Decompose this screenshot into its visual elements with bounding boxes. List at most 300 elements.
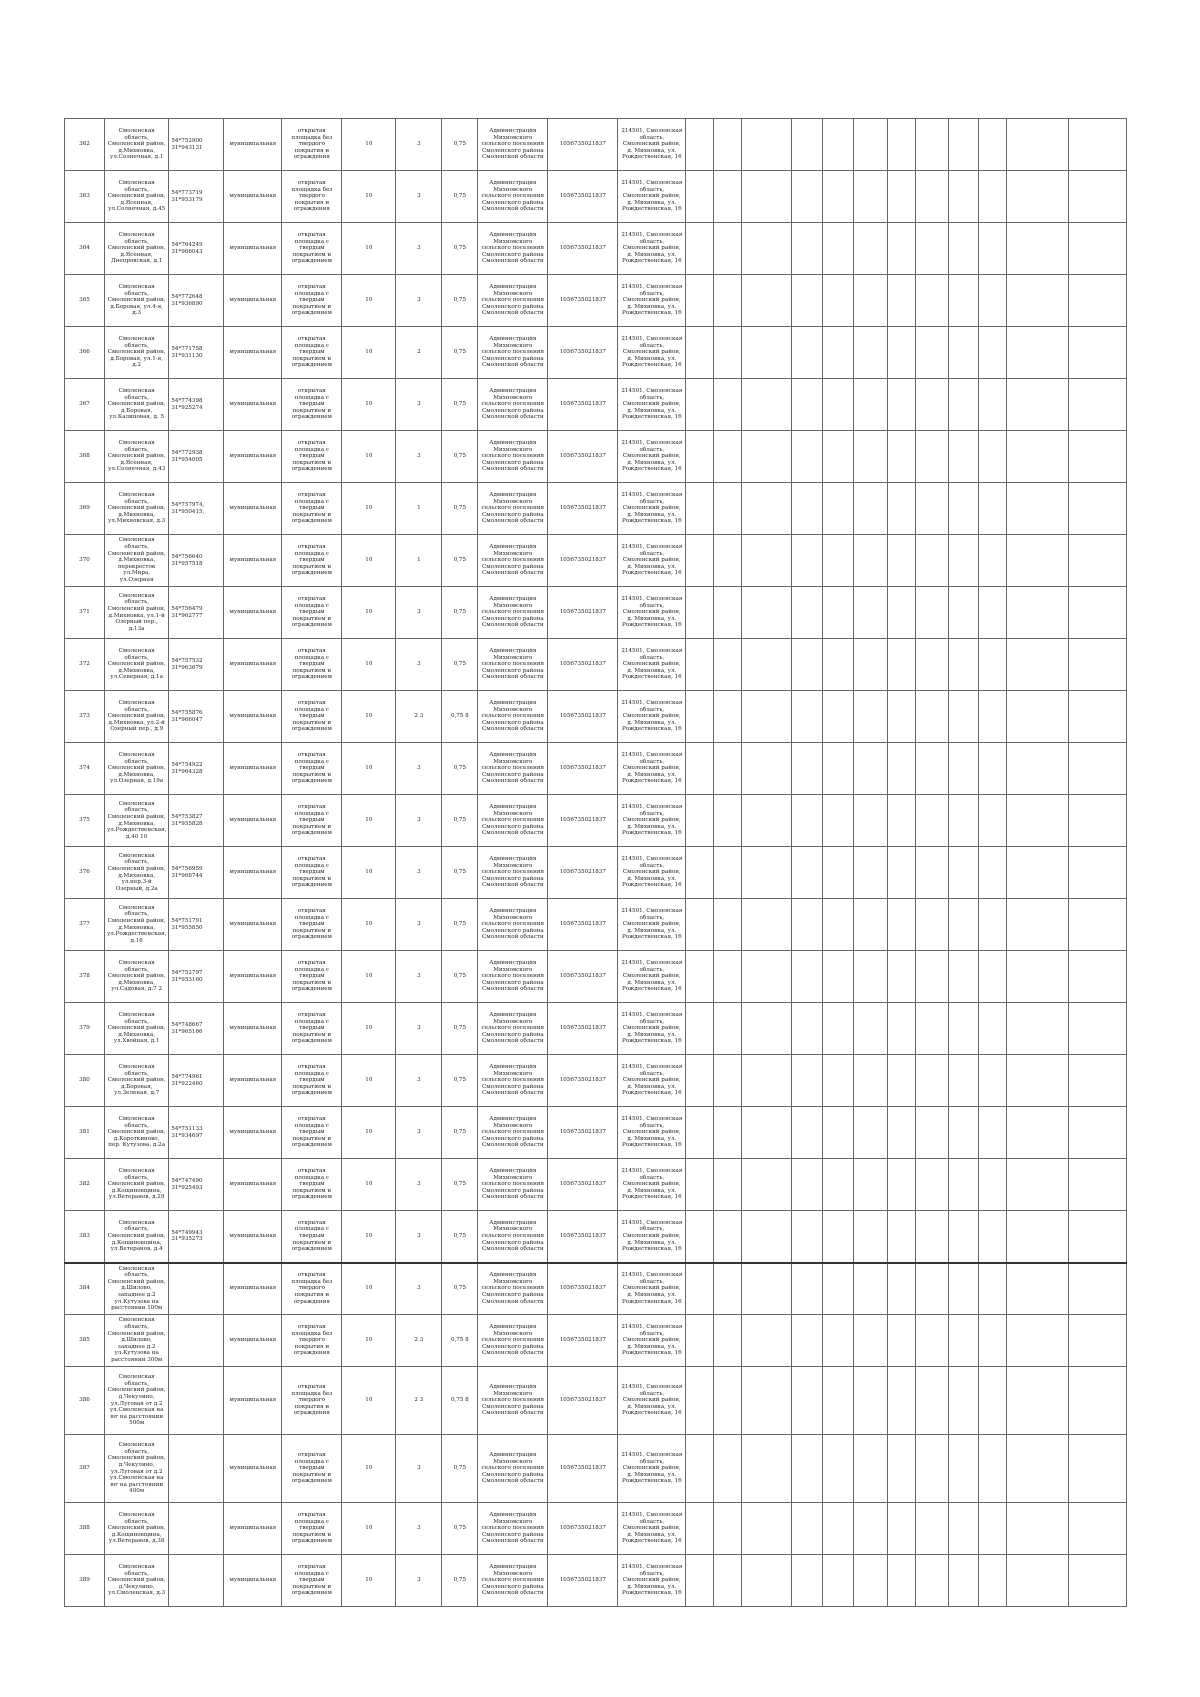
container-count-cell: 3: [396, 1263, 442, 1315]
ownership-cell: муниципальная: [224, 951, 282, 1003]
table-row: [65, 1435, 1127, 1503]
site-type-cell: открытая площадка с твердым покрытием и ограждением: [282, 379, 342, 431]
empty-cell: [1069, 587, 1127, 639]
area-cell: 10: [342, 1503, 396, 1555]
site-type-cell: открытая площадка без твердого покрытия и ограждения: [282, 1367, 342, 1435]
empty-cell: [714, 743, 742, 795]
ogrn-cell: 1056735021837: [548, 1159, 618, 1211]
empty-cell: [1007, 1107, 1069, 1159]
row-number-cell: 376: [65, 847, 105, 899]
coordinates-cell: 54*755876 31*966047: [169, 691, 224, 743]
address-cell: Смоленская область, Смоленский район, д.Ясенная, ул.Солнечная, д.43: [105, 431, 169, 483]
owner-organization-cell: Администрация Михновского сельского поселения Смоленского района Смоленской области: [478, 1003, 548, 1055]
empty-cell: [686, 431, 714, 483]
empty-cell: [888, 1315, 916, 1367]
table-row: [65, 1107, 1127, 1159]
coordinates-cell: 54*751133 31*934697: [169, 1107, 224, 1159]
ownership-cell: муниципальная: [224, 119, 282, 171]
site-type-cell: открытая площадка с твердым покрытием и ограждением: [282, 275, 342, 327]
empty-cell: [792, 1435, 823, 1503]
table-row: [65, 1159, 1127, 1211]
table-row: [65, 1367, 1127, 1435]
area-cell: 10: [342, 379, 396, 431]
container-volume-cell: 0,75: [442, 327, 478, 379]
empty-cell: [949, 639, 979, 691]
coordinates-cell: [169, 1435, 224, 1503]
empty-cell: [714, 1211, 742, 1263]
organization-address-cell: 214501, Смоленская область, Смоленский район, д. Михновка, ул. Рождественская, 16: [618, 847, 686, 899]
empty-cell: [1069, 1055, 1127, 1107]
ogrn-cell: 1056735021837: [548, 743, 618, 795]
empty-cell: [916, 535, 949, 587]
empty-cell: [949, 275, 979, 327]
site-type-cell: открытая площадка с твердым покрытием и ограждением: [282, 899, 342, 951]
site-type-cell: открытая площадка с твердым покрытием и ограждением: [282, 847, 342, 899]
ownership-cell: муниципальная: [224, 1435, 282, 1503]
ownership-cell: муниципальная: [224, 223, 282, 275]
empty-cell: [792, 1159, 823, 1211]
ownership-cell: муниципальная: [224, 899, 282, 951]
container-volume-cell: 0,75 8: [442, 691, 478, 743]
empty-cell: [742, 1503, 792, 1555]
empty-cell: [916, 1159, 949, 1211]
empty-cell: [792, 1211, 823, 1263]
empty-cell: [1069, 1367, 1127, 1435]
area-cell: 10: [342, 951, 396, 1003]
row-number-cell: 378: [65, 951, 105, 1003]
empty-cell: [686, 1159, 714, 1211]
address-cell: Смоленская область, Смоленский район, д.Михновка, ул.Хвойная, д.1: [105, 1003, 169, 1055]
empty-cell: [1069, 951, 1127, 1003]
address-cell: Смоленская область, Смоленский район, д.Чекулино, ул.Луговая от д.2 ул.Смоленская на юг на расстоянии 400м: [105, 1435, 169, 1503]
container-count-cell: 2: [396, 327, 442, 379]
empty-cell: [742, 795, 792, 847]
table-row: [65, 431, 1127, 483]
area-cell: 10: [342, 327, 396, 379]
empty-cell: [792, 639, 823, 691]
empty-cell: [823, 119, 854, 171]
empty-cell: [686, 1367, 714, 1435]
empty-cell: [888, 535, 916, 587]
container-count-cell: 2 3: [396, 1315, 442, 1367]
owner-organization-cell: Администрация Михновского сельского поселения Смоленского района Смоленской области: [478, 1263, 548, 1315]
empty-cell: [888, 1003, 916, 1055]
empty-cell: [949, 1367, 979, 1435]
container-volume-cell: 0,75: [442, 795, 478, 847]
ogrn-cell: 1056735021837: [548, 171, 618, 223]
empty-cell: [854, 1435, 888, 1503]
container-volume-cell: 0,75: [442, 639, 478, 691]
ogrn-cell: 1056735021837: [548, 1107, 618, 1159]
empty-cell: [916, 327, 949, 379]
container-count-cell: 3: [396, 1003, 442, 1055]
coordinates-cell: [169, 1315, 224, 1367]
empty-cell: [742, 1107, 792, 1159]
container-count-cell: 3: [396, 431, 442, 483]
empty-cell: [916, 1263, 949, 1315]
area-cell: 10: [342, 1435, 396, 1503]
empty-cell: [686, 119, 714, 171]
empty-cell: [854, 1503, 888, 1555]
empty-cell: [792, 1367, 823, 1435]
table-row: [65, 1555, 1127, 1607]
empty-cell: [742, 327, 792, 379]
container-volume-cell: 0,75: [442, 1159, 478, 1211]
owner-organization-cell: Администрация Михновского сельского поселения Смоленского района Смоленской области: [478, 1107, 548, 1159]
ogrn-cell: 1056735021837: [548, 535, 618, 587]
container-volume-cell: 0,75: [442, 1555, 478, 1607]
container-count-cell: 3: [396, 171, 442, 223]
ogrn-cell: 1056735021837: [548, 899, 618, 951]
row-number-cell: 365: [65, 275, 105, 327]
ownership-cell: муниципальная: [224, 483, 282, 535]
ogrn-cell: 1056735021837: [548, 327, 618, 379]
empty-cell: [1007, 951, 1069, 1003]
empty-cell: [1069, 1003, 1127, 1055]
site-type-cell: открытая площадка с твердым покрытием и ограждением: [282, 483, 342, 535]
container-volume-cell: 0,75 8: [442, 1367, 478, 1435]
container-count-cell: 3: [396, 743, 442, 795]
empty-cell: [742, 1055, 792, 1107]
empty-cell: [823, 795, 854, 847]
area-cell: 10: [342, 1159, 396, 1211]
owner-organization-cell: Администрация Михновского сельского поселения Смоленского района Смоленской области: [478, 899, 548, 951]
empty-cell: [823, 275, 854, 327]
empty-cell: [742, 275, 792, 327]
organization-address-cell: 214501, Смоленская область, Смоленский район, д. Михновка, ул. Рождественская, 16: [618, 223, 686, 275]
address-cell: Смоленская область, Смоленский район, д.Михновка, ул.Садовая, д.7 2: [105, 951, 169, 1003]
row-number-cell: 382: [65, 1159, 105, 1211]
empty-cell: [714, 795, 742, 847]
empty-cell: [686, 1263, 714, 1315]
address-cell: Смоленская область, Смоленский район, д.Ясенная, ул.Солнечная, д.45: [105, 171, 169, 223]
container-volume-cell: 0,75: [442, 1107, 478, 1159]
empty-cell: [1007, 1003, 1069, 1055]
ownership-cell: муниципальная: [224, 587, 282, 639]
empty-cell: [916, 1315, 949, 1367]
empty-cell: [792, 587, 823, 639]
organization-address-cell: 214501, Смоленская область, Смоленский район, д. Михновка, ул. Рождественская, 16: [618, 691, 686, 743]
empty-cell: [854, 1055, 888, 1107]
empty-cell: [742, 1003, 792, 1055]
row-number-cell: 363: [65, 171, 105, 223]
container-count-cell: 3: [396, 1503, 442, 1555]
container-volume-cell: 0,75: [442, 171, 478, 223]
organization-address-cell: 214501, Смоленская область, Смоленский район, д. Михновка, ул. Рождественская, 16: [618, 1315, 686, 1367]
area-cell: 10: [342, 431, 396, 483]
site-type-cell: открытая площадка с твердым покрытием и ограждением: [282, 1003, 342, 1055]
empty-cell: [916, 275, 949, 327]
container-volume-cell: 0,75: [442, 119, 478, 171]
empty-cell: [854, 951, 888, 1003]
empty-cell: [714, 951, 742, 1003]
row-number-cell: 368: [65, 431, 105, 483]
empty-cell: [949, 1159, 979, 1211]
owner-organization-cell: Администрация Михновского сельского поселения Смоленского района Смоленской области: [478, 691, 548, 743]
ownership-cell: муниципальная: [224, 1159, 282, 1211]
empty-cell: [916, 1055, 949, 1107]
empty-cell: [1007, 743, 1069, 795]
empty-cell: [686, 1503, 714, 1555]
area-cell: 10: [342, 171, 396, 223]
row-number-cell: 383: [65, 1211, 105, 1263]
empty-cell: [792, 223, 823, 275]
empty-cell: [1069, 431, 1127, 483]
empty-cell: [742, 223, 792, 275]
empty-cell: [714, 379, 742, 431]
ownership-cell: муниципальная: [224, 171, 282, 223]
empty-cell: [979, 1367, 1007, 1435]
empty-cell: [888, 327, 916, 379]
empty-cell: [1069, 1211, 1127, 1263]
ownership-cell: муниципальная: [224, 1503, 282, 1555]
ownership-cell: муниципальная: [224, 1003, 282, 1055]
empty-cell: [979, 223, 1007, 275]
empty-cell: [949, 951, 979, 1003]
empty-cell: [714, 535, 742, 587]
owner-organization-cell: Администрация Михновского сельского поселения Смоленского района Смоленской области: [478, 171, 548, 223]
area-cell: 10: [342, 1211, 396, 1263]
address-cell: Смоленская область, Смоленский район, д.Михновка, ул.Северная, д.1а: [105, 639, 169, 691]
empty-cell: [686, 1107, 714, 1159]
table-row: [65, 379, 1127, 431]
owner-organization-cell: Администрация Михновского сельского поселения Смоленского района Смоленской области: [478, 951, 548, 1003]
empty-cell: [1069, 639, 1127, 691]
empty-cell: [949, 1055, 979, 1107]
empty-cell: [823, 379, 854, 431]
empty-cell: [949, 379, 979, 431]
owner-organization-cell: Администрация Михновского сельского поселения Смоленского района Смоленской области: [478, 535, 548, 587]
empty-cell: [979, 1263, 1007, 1315]
empty-cell: [742, 379, 792, 431]
ogrn-cell: 1056735021837: [548, 1315, 618, 1367]
empty-cell: [686, 899, 714, 951]
coordinates-cell: 54*772938 31*954005: [169, 431, 224, 483]
empty-cell: [979, 1107, 1007, 1159]
empty-cell: [1007, 275, 1069, 327]
empty-cell: [714, 899, 742, 951]
coordinates-cell: 54*772648 31*936890: [169, 275, 224, 327]
empty-cell: [742, 847, 792, 899]
ogrn-cell: 1056735021837: [548, 1055, 618, 1107]
empty-cell: [916, 795, 949, 847]
empty-cell: [714, 1263, 742, 1315]
empty-cell: [1007, 535, 1069, 587]
ownership-cell: муниципальная: [224, 1211, 282, 1263]
ogrn-cell: 1056735021837: [548, 847, 618, 899]
ogrn-cell: 1056735021837: [548, 951, 618, 1003]
area-cell: 10: [342, 899, 396, 951]
empty-cell: [1069, 223, 1127, 275]
empty-cell: [714, 327, 742, 379]
empty-cell: [888, 379, 916, 431]
empty-cell: [888, 119, 916, 171]
empty-cell: [1007, 483, 1069, 535]
owner-organization-cell: Администрация Михновского сельского поселения Смоленского района Смоленской области: [478, 1315, 548, 1367]
empty-cell: [916, 223, 949, 275]
owner-organization-cell: Администрация Михновского сельского поселения Смоленского района Смоленской области: [478, 1435, 548, 1503]
empty-cell: [854, 691, 888, 743]
empty-cell: [979, 1003, 1007, 1055]
owner-organization-cell: Администрация Михновского сельского поселения Смоленского района Смоленской области: [478, 1055, 548, 1107]
container-count-cell: 1: [396, 535, 442, 587]
ogrn-cell: 1056735021837: [548, 1003, 618, 1055]
empty-cell: [823, 483, 854, 535]
organization-address-cell: 214501, Смоленская область, Смоленский район, д. Михновка, ул. Рождественская, 16: [618, 327, 686, 379]
empty-cell: [742, 639, 792, 691]
empty-cell: [823, 1263, 854, 1315]
container-volume-cell: 0,75: [442, 535, 478, 587]
coordinates-cell: 54*756479 31*962777: [169, 587, 224, 639]
ownership-cell: муниципальная: [224, 535, 282, 587]
empty-cell: [742, 1555, 792, 1607]
empty-cell: [854, 1555, 888, 1607]
empty-cell: [979, 951, 1007, 1003]
empty-cell: [979, 795, 1007, 847]
coordinates-cell: 54*747490 31*925493: [169, 1159, 224, 1211]
empty-cell: [1007, 1055, 1069, 1107]
empty-cell: [1069, 275, 1127, 327]
empty-cell: [888, 587, 916, 639]
organization-address-cell: 214501, Смоленская область, Смоленский район, д. Михновка, ул. Рождественская, 16: [618, 1159, 686, 1211]
area-cell: 10: [342, 483, 396, 535]
empty-cell: [1069, 1315, 1127, 1367]
container-volume-cell: 0,75: [442, 847, 478, 899]
empty-cell: [792, 1107, 823, 1159]
address-cell: Смоленская область, Смоленский район, д.Михновка, ул.1-й Озерный пер., д.13а: [105, 587, 169, 639]
owner-organization-cell: Администрация Михновского сельского поселения Смоленского района Смоленской области: [478, 1159, 548, 1211]
empty-cell: [792, 847, 823, 899]
coordinates-cell: 54*757974, 31*950415,: [169, 483, 224, 535]
empty-cell: [1069, 535, 1127, 587]
empty-cell: [792, 171, 823, 223]
empty-cell: [888, 483, 916, 535]
row-number-cell: 371: [65, 587, 105, 639]
container-count-cell: 3: [396, 1211, 442, 1263]
coordinates-cell: 54*774398 31*925274: [169, 379, 224, 431]
ownership-cell: муниципальная: [224, 743, 282, 795]
empty-cell: [714, 119, 742, 171]
empty-cell: [949, 223, 979, 275]
table-row: [65, 327, 1127, 379]
empty-cell: [888, 1107, 916, 1159]
empty-cell: [823, 171, 854, 223]
ogrn-cell: 1056735021837: [548, 1367, 618, 1435]
ownership-cell: муниципальная: [224, 795, 282, 847]
empty-cell: [916, 1503, 949, 1555]
empty-cell: [854, 1003, 888, 1055]
site-type-cell: открытая площадка с твердым покрытием и ограждением: [282, 639, 342, 691]
empty-cell: [979, 1555, 1007, 1607]
site-type-cell: открытая площадка без твердого покрытия и ограждения: [282, 1263, 342, 1315]
empty-cell: [979, 1159, 1007, 1211]
organization-address-cell: 214501, Смоленская область, Смоленский район, д. Михновка, ул. Рождественская, 16: [618, 171, 686, 223]
empty-cell: [888, 1055, 916, 1107]
empty-cell: [1069, 899, 1127, 951]
coordinates-cell: 54*752797 31*953160: [169, 951, 224, 1003]
empty-cell: [949, 743, 979, 795]
empty-cell: [854, 275, 888, 327]
site-type-cell: открытая площадка с твердым покрытием и ограждением: [282, 691, 342, 743]
empty-cell: [686, 639, 714, 691]
empty-cell: [742, 1315, 792, 1367]
empty-cell: [686, 1435, 714, 1503]
row-number-cell: 366: [65, 327, 105, 379]
empty-cell: [742, 951, 792, 1003]
empty-cell: [949, 119, 979, 171]
site-type-cell: открытая площадка с твердым покрытием и ограждением: [282, 1503, 342, 1555]
row-number-cell: 387: [65, 1435, 105, 1503]
ownership-cell: муниципальная: [224, 639, 282, 691]
area-cell: 10: [342, 795, 396, 847]
empty-cell: [1007, 899, 1069, 951]
empty-cell: [686, 483, 714, 535]
address-cell: Смоленская область, Смоленский район, д.Чекулино, ул.Смоленская, д.3: [105, 1555, 169, 1607]
owner-organization-cell: Администрация Михновского сельского поселения Смоленского района Смоленской области: [478, 379, 548, 431]
address-cell: Смоленская область, Смоленский район, д.Михновка, ул.Рождественская, д.16: [105, 899, 169, 951]
empty-cell: [823, 951, 854, 1003]
empty-cell: [1069, 691, 1127, 743]
empty-cell: [949, 847, 979, 899]
empty-cell: [979, 483, 1007, 535]
site-type-cell: открытая площадка без твердого покрытия и ограждения: [282, 1315, 342, 1367]
table-row: [65, 743, 1127, 795]
empty-cell: [1007, 1211, 1069, 1263]
area-cell: 10: [342, 1367, 396, 1435]
container-count-cell: 3: [396, 847, 442, 899]
table-row: [65, 1055, 1127, 1107]
empty-cell: [823, 1003, 854, 1055]
empty-cell: [949, 1107, 979, 1159]
empty-cell: [888, 223, 916, 275]
coordinates-cell: 54*756959 31*968744: [169, 847, 224, 899]
empty-cell: [916, 1555, 949, 1607]
empty-cell: [916, 379, 949, 431]
address-cell: Смоленская область, Смоленский район, д.Боровая, ул.1-я, д.2: [105, 327, 169, 379]
table-row: [65, 119, 1127, 171]
owner-organization-cell: Администрация Михновского сельского поселения Смоленского района Смоленской области: [478, 587, 548, 639]
empty-cell: [823, 743, 854, 795]
table-row: [65, 691, 1127, 743]
empty-cell: [854, 795, 888, 847]
empty-cell: [792, 483, 823, 535]
empty-cell: [949, 171, 979, 223]
owner-organization-cell: Администрация Михновского сельского поселения Смоленского района Смоленской области: [478, 1503, 548, 1555]
empty-cell: [854, 379, 888, 431]
empty-cell: [854, 119, 888, 171]
empty-cell: [714, 1315, 742, 1367]
table-row: [65, 951, 1127, 1003]
empty-cell: [979, 847, 1007, 899]
empty-cell: [714, 1107, 742, 1159]
empty-cell: [823, 1055, 854, 1107]
empty-cell: [1069, 171, 1127, 223]
table-row: [65, 899, 1127, 951]
container-count-cell: 3: [396, 951, 442, 1003]
row-number-cell: 379: [65, 1003, 105, 1055]
row-number-cell: 373: [65, 691, 105, 743]
table-row: [65, 171, 1127, 223]
empty-cell: [979, 1055, 1007, 1107]
container-volume-cell: 0,75: [442, 951, 478, 1003]
empty-cell: [1007, 327, 1069, 379]
organization-address-cell: 214501, Смоленская область, Смоленский район, д. Михновка, ул. Рождественская, 16: [618, 379, 686, 431]
ownership-cell: муниципальная: [224, 847, 282, 899]
empty-cell: [854, 1315, 888, 1367]
empty-cell: [916, 483, 949, 535]
row-number-cell: 388: [65, 1503, 105, 1555]
empty-cell: [949, 327, 979, 379]
